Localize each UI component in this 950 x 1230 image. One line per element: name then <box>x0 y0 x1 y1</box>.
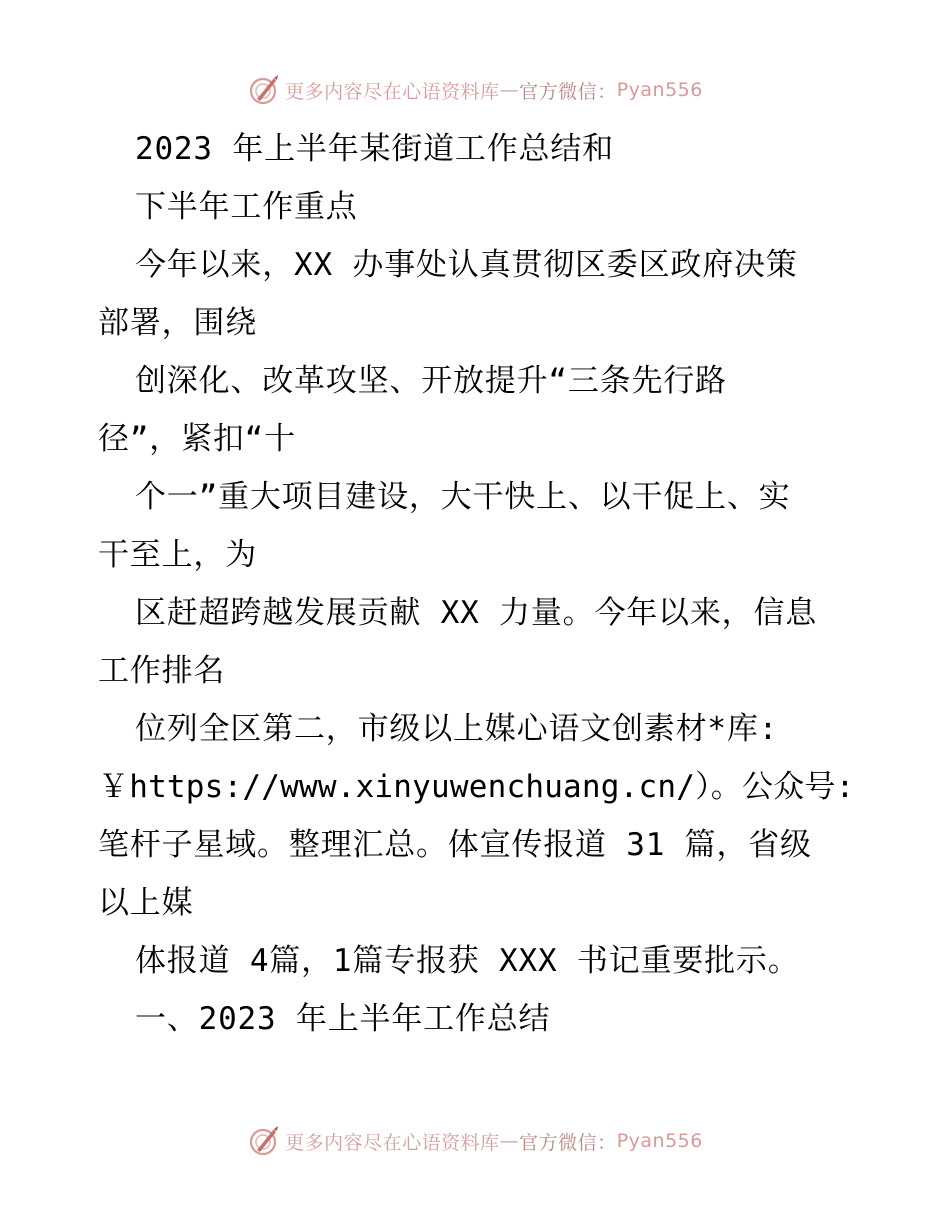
banner-sub-text: 官方微信： <box>519 80 617 103</box>
header-watermark-banner <box>0 70 950 110</box>
doc-title-line-1: 2023 年上半年某街道工作总结和 <box>135 131 614 167</box>
banner-wechat-id: Pyan556 <box>616 1130 703 1152</box>
banner-main-text: 更多内容尽在心语资料库 <box>285 1131 500 1154</box>
quill-pen-circle-icon <box>247 73 281 107</box>
paragraph-line: 部署，围绕 <box>98 305 257 341</box>
paragraph-line: 以上媒 <box>98 885 194 921</box>
paragraph-line: 今年以来，XX 办事处认真贯彻区委区政府决策 <box>135 247 798 283</box>
paragraph-line: 笔杆子星域。整理汇总。体宣传报道 31 篇，省级 <box>98 827 812 863</box>
paragraph-line: 径”，紧扣“十 <box>98 421 296 457</box>
section-heading: 一、2023 年上半年工作总结 <box>135 1001 551 1037</box>
paragraph-line: 位列全区第二，市级以上媒心语文创素材*库: <box>135 711 779 747</box>
quill-pen-circle-icon <box>247 1124 281 1158</box>
banner-separator: — <box>499 1130 520 1152</box>
banner-wechat-id: Pyan556 <box>616 79 703 101</box>
paragraph-line: 创深化、改革攻坚、开放提升“三条先行路 <box>135 363 727 399</box>
paragraph-line: 区赶超跨越发展贡献 XX 力量。今年以来，信息 <box>135 595 818 631</box>
doc-title-line-2: 下半年工作重点 <box>135 189 358 225</box>
paragraph-line: 干至上，为 <box>98 537 257 573</box>
paragraph-line: 个一”重大项目建设，大干快上、以干促上、实 <box>135 479 791 515</box>
banner-main-text: 更多内容尽在心语资料库 <box>285 80 500 103</box>
url-line: ￥https://www.xinyuwenchuang.cn/）。公众号: <box>98 769 855 805</box>
paragraph-line: 体报道 4篇，1篇专报获 XXX 书记重要批示。 <box>135 943 800 979</box>
paragraph-line: 工作排名 <box>98 653 226 689</box>
banner-separator: — <box>499 79 520 101</box>
banner-sub-text: 官方微信： <box>519 1131 617 1154</box>
footer-watermark-banner <box>0 1121 950 1161</box>
